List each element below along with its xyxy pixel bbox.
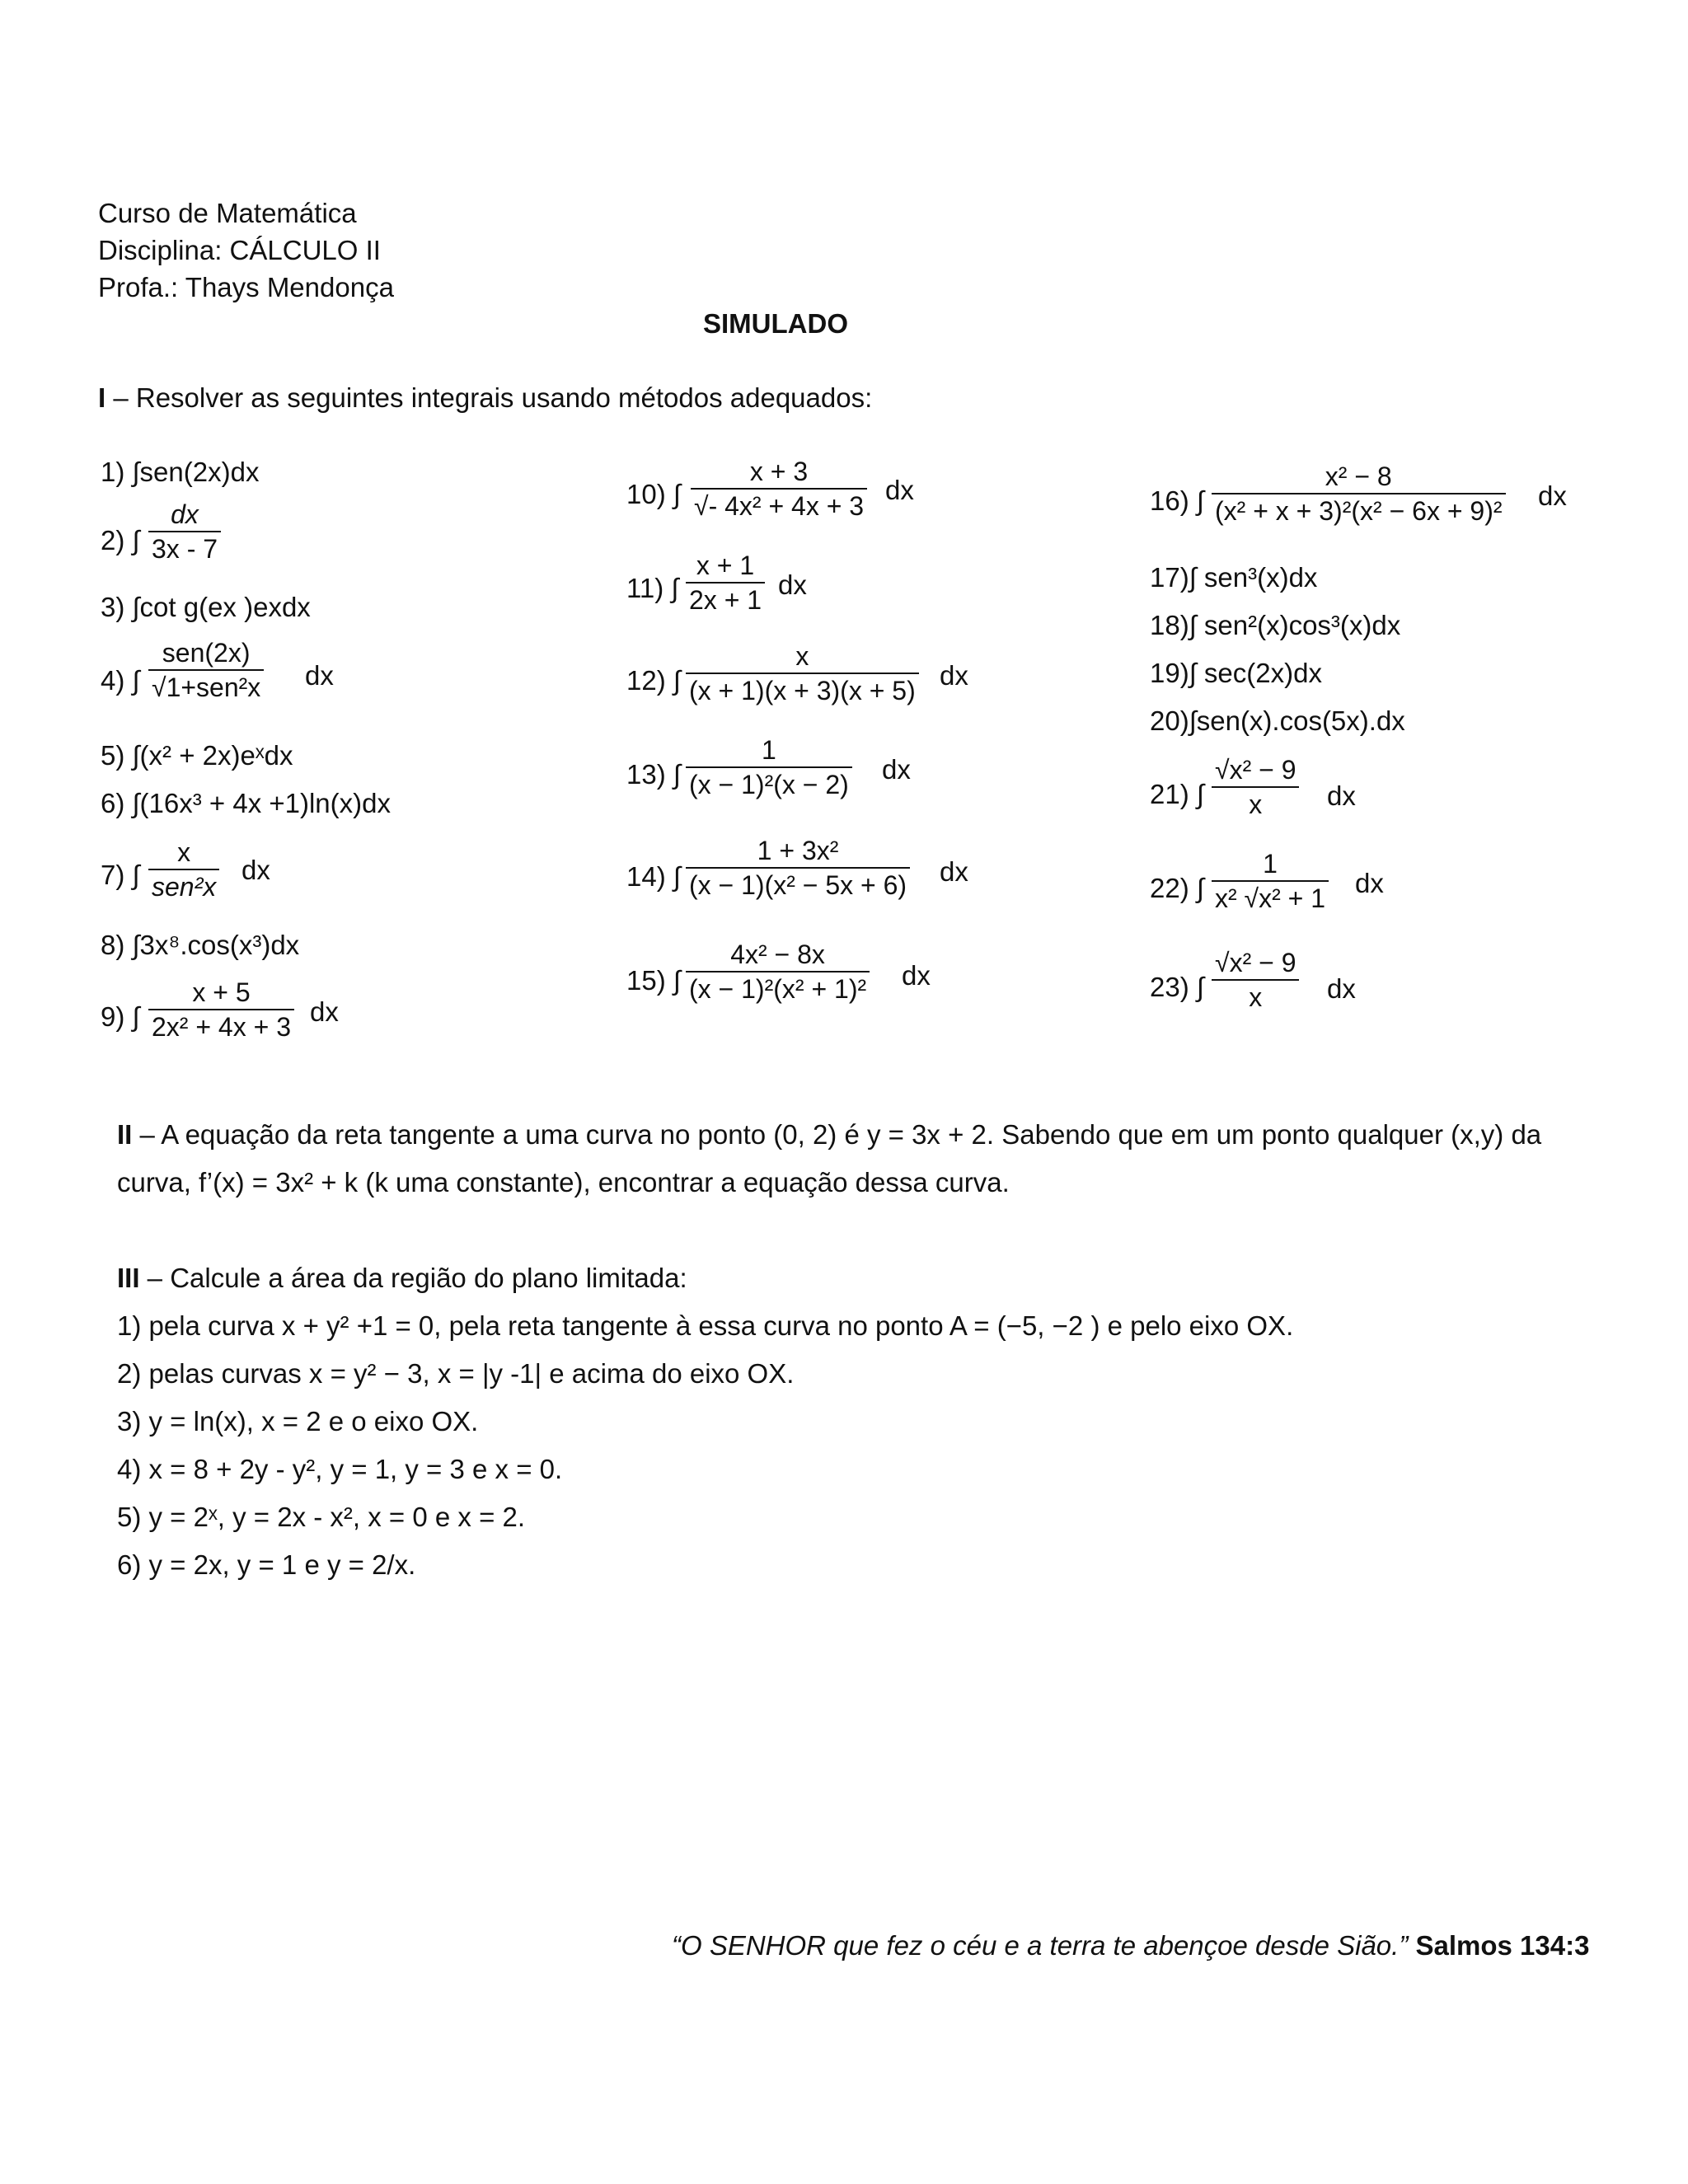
integral-15-dx: dx [902, 960, 931, 991]
section-2-line-2: curva, f’(x) = 3x² + k (k uma constante), encontrar a equação dessa curva. [117, 1167, 1010, 1197]
area-problem-6: 6) y = 2x, y = 1 e y = 2/x. [117, 1549, 416, 1580]
integral-9-denominator: 2x² + 4x + 3 [152, 1012, 291, 1042]
integral-11-label: 11) ∫ [626, 573, 679, 603]
section-1-heading [98, 381, 872, 415]
area-problem-2: 2) pelas curvas x = y² − 3, x = |y -1| e acima do eixo OX. [117, 1358, 795, 1389]
integral-2-fraction [148, 498, 221, 565]
integral-21-dx: dx [1327, 780, 1356, 811]
integral-12-label: 12) ∫ [626, 665, 681, 696]
integral-8: 8) ∫3x⁸.cos(x³)dx [101, 930, 300, 960]
integral-2-denominator: 3x - 7 [152, 534, 218, 564]
integral-13-dx: dx [882, 754, 911, 785]
area-problem-3: 3) y = ln(x), x = 2 e o eixo OX. [117, 1406, 479, 1436]
integral-11-numerator: x + 1 [696, 551, 755, 580]
integral-15-label: 15) ∫ [626, 965, 681, 996]
quote-reference: Salmos 134:3 [1415, 1930, 1590, 1961]
integral-15-numerator: 4x² − 8x [730, 940, 825, 969]
integral-9-dx: dx [310, 996, 339, 1027]
integral-20: 20)∫sen(x).cos(5x).dx [1150, 705, 1405, 736]
integral-7-numerator: x [177, 837, 191, 867]
integral-7-label: 7) ∫ [101, 860, 140, 890]
integral-21-denominator: x [1249, 790, 1263, 819]
integral-9-label: 9) ∫ [101, 1001, 140, 1032]
integral-9-fraction [148, 976, 294, 1043]
integral-21-fraction [1212, 753, 1299, 821]
integral-11-fraction [686, 549, 765, 616]
integral-15-fraction [686, 938, 870, 1005]
integral-7-denominator: sen²x [152, 872, 217, 902]
integral-22-numerator: 1 [1263, 849, 1278, 879]
integral-10-label: 10) ∫ [626, 479, 681, 509]
integral-4-numerator: sen(2x) [162, 638, 251, 668]
discipline-name: Disciplina: CÁLCULO II [98, 235, 381, 265]
integral-2-label: 2) ∫ [101, 525, 140, 555]
integral-12-fraction [686, 640, 919, 707]
section-1-prefix: I [98, 382, 106, 413]
integral-13-denominator: (x − 1)²(x − 2) [689, 770, 849, 799]
integral-22-label: 22) ∫ [1150, 873, 1204, 903]
section-1-text: – Resolver as seguintes integrais usando métodos adequados: [106, 382, 873, 413]
integral-14-denominator: (x − 1)(x² − 5x + 6) [689, 870, 907, 900]
integral-10-dx: dx [885, 475, 914, 505]
integral-4-denominator: √1+sen²x [152, 673, 261, 702]
integral-1: 1) ∫sen(2x)dx [101, 457, 260, 487]
area-problem-1: 1) pela curva x + y² +1 = 0, pela reta tangente à essa curva no ponto A = (−5, −2 ) e pelo eixo OX. [117, 1310, 1294, 1341]
integral-22-denominator: x² √x² + 1 [1215, 883, 1326, 913]
integral-14-numerator: 1 + 3x² [757, 836, 839, 865]
section-2-line-1 [117, 1118, 1541, 1152]
integral-10-numerator: x + 3 [749, 457, 809, 486]
integral-16-numerator: x² − 8 [1325, 462, 1392, 491]
integral-10-denominator: √- 4x² + 4x + 3 [694, 491, 865, 521]
integral-14-dx: dx [940, 856, 968, 887]
section-3-heading [117, 1261, 687, 1296]
integral-11-denominator: 2x + 1 [689, 585, 762, 615]
section-2-text: – A equação da reta tangente a uma curva no ponto (0, 2) é y = 3x + 2. Sabendo que em um ponto qualquer (x,y) da [132, 1119, 1542, 1150]
quote-text: “O SENHOR que fez o céu e a terra te abençoe desde Sião.” [672, 1930, 1409, 1961]
integral-23-denominator: x [1249, 982, 1263, 1012]
integral-22-dx: dx [1355, 868, 1384, 898]
integral-2-numerator: dx [171, 499, 199, 529]
integral-16-denominator: (x² + x + 3)²(x² − 6x + 9)² [1215, 496, 1503, 526]
integral-17: 17)∫ sen³(x)dx [1150, 562, 1318, 593]
integral-3: 3) ∫cot g(ex )exdx [101, 592, 311, 622]
integral-23-dx: dx [1327, 973, 1356, 1004]
integral-16-fraction [1212, 460, 1506, 527]
integral-13-label: 13) ∫ [626, 759, 681, 790]
integral-23-label: 23) ∫ [1150, 972, 1204, 1002]
integral-19: 19)∫ sec(2x)dx [1150, 658, 1322, 688]
integral-4-dx: dx [305, 660, 334, 691]
integral-18: 18)∫ sen²(x)cos³(x)dx [1150, 610, 1401, 640]
section-2-prefix: II [117, 1119, 133, 1150]
course-name: Curso de Matemática [98, 198, 357, 228]
integral-10-fraction [691, 455, 867, 523]
integral-15-denominator: (x − 1)²(x² + 1)² [689, 974, 867, 1004]
integral-22-fraction [1212, 847, 1329, 915]
teacher-name: Profa.: Thays Mendonça [98, 272, 394, 302]
integral-16-dx: dx [1538, 480, 1567, 511]
integral-23-numerator: √x² − 9 [1215, 948, 1296, 977]
integral-23-fraction [1212, 946, 1299, 1014]
integral-13-fraction [686, 733, 852, 801]
integral-11-dx: dx [778, 569, 807, 600]
integral-12-denominator: (x + 1)(x + 3)(x + 5) [689, 676, 916, 705]
area-problem-5: 5) y = 2ˣ, y = 2x - x², x = 0 e x = 2. [117, 1502, 526, 1532]
integral-5: 5) ∫(x² + 2x)eˣdx [101, 740, 293, 771]
integral-7-fraction [148, 836, 219, 903]
integral-21-numerator: √x² − 9 [1215, 755, 1296, 785]
integral-21-label: 21) ∫ [1150, 779, 1204, 809]
integral-4-fraction [148, 636, 264, 704]
integral-14-fraction [686, 834, 910, 902]
integral-12-numerator: x [795, 641, 809, 671]
integral-6: 6) ∫(16x³ + 4x +1)ln(x)dx [101, 788, 391, 818]
integral-14-label: 14) ∫ [626, 861, 681, 892]
area-problem-4: 4) x = 8 + 2y - y², y = 1, y = 3 e x = 0. [117, 1454, 563, 1484]
integral-9-numerator: x + 5 [192, 977, 251, 1007]
integral-16-label: 16) ∫ [1150, 485, 1204, 516]
section-3-prefix: III [117, 1263, 140, 1293]
integral-4-label: 4) ∫ [101, 665, 140, 696]
section-3-text: – Calcule a área da região do plano limitada: [139, 1263, 687, 1293]
page-title: SIMULADO [703, 308, 848, 339]
integral-7-dx: dx [241, 855, 270, 885]
integral-12-dx: dx [940, 660, 968, 691]
integral-13-numerator: 1 [762, 735, 776, 765]
footer-quote [672, 1929, 1589, 1963]
